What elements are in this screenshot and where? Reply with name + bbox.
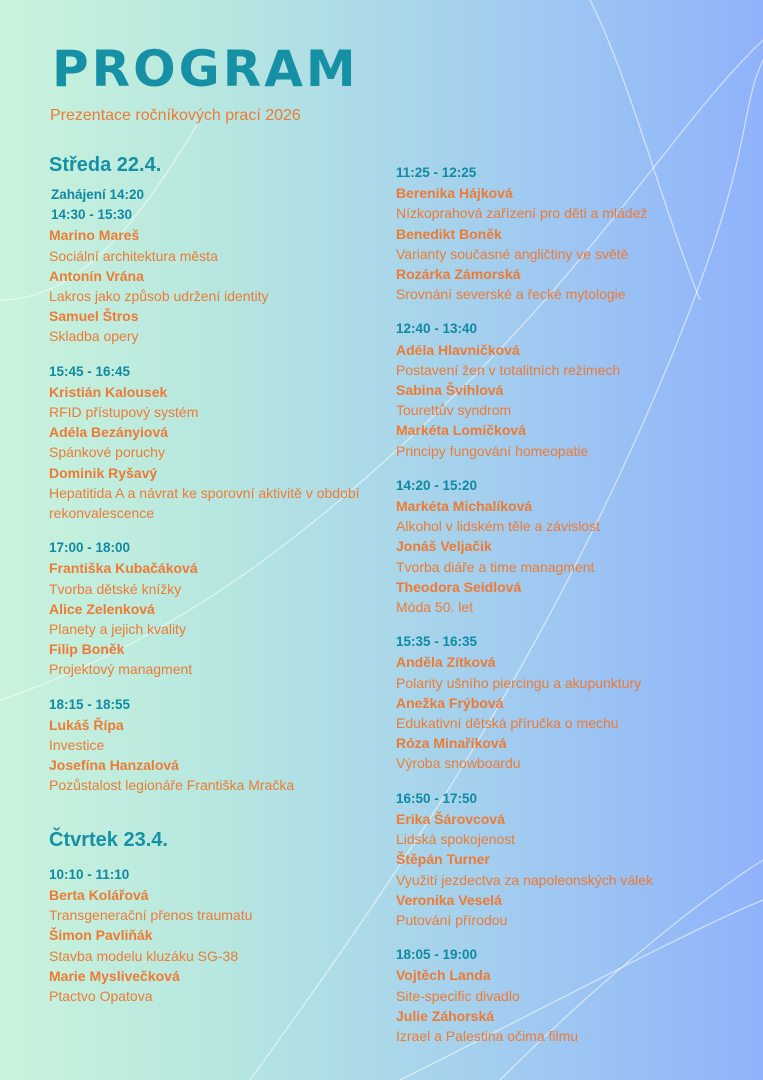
page-title: PROGRAM — [52, 40, 359, 98]
presentation-topic: Lidská spokojenost — [396, 831, 516, 848]
block-time: 15:35 - 16:35 — [396, 634, 478, 650]
presenter-name: Františka Kubačáková — [49, 560, 198, 577]
presentation-topic: Polarity ušního piercingu a akupunktury — [396, 674, 642, 691]
presenter-name: Šimon Pavliňák — [49, 927, 153, 944]
right-column — [396, 163, 736, 1061]
presenter-name: Jonáš Veljačik — [396, 538, 492, 555]
presentation-topic: Sociální architektura města — [49, 247, 218, 264]
presentation-topic: Móda 50. let — [396, 599, 474, 616]
schedule-block — [49, 185, 369, 347]
presentation-topic: RFID přístupový systém — [49, 404, 199, 421]
schedule-block — [396, 632, 736, 773]
presentation-topic: Principy fungování homeopatie — [396, 442, 589, 459]
presentation-topic: Srovnání severské a řecké mytologie — [396, 286, 626, 303]
left-column — [49, 152, 369, 1021]
presenter-name: Antonín Vrána — [49, 267, 144, 284]
presenter-name: Benedikt Boněk — [396, 225, 502, 242]
presenter-name: Adéla Bezányiová — [49, 424, 169, 441]
presentation-topic: Ptactvo Opatova — [49, 987, 153, 1004]
presenter-name: Vojtěch Landa — [396, 967, 491, 984]
presenter-name: Dominik Ryšavý — [49, 464, 158, 481]
day-heading-wednesday: Středa 22.4. — [49, 154, 162, 176]
thursday-section — [49, 827, 369, 1006]
presenter-name: Marie Myslivečková — [49, 967, 180, 984]
block-time: 18:15 - 18:55 — [49, 696, 131, 712]
schedule-block — [396, 319, 736, 460]
block-time: 14:20 - 15:20 — [396, 477, 478, 493]
presentation-topic: Edukativní dětská příručka o mechu — [396, 715, 619, 732]
presentation-topic: Pozůstalost legionáře Františka Mračka — [49, 777, 295, 794]
presentation-topic: Site-specific divadlo — [396, 987, 520, 1004]
block-time: 16:50 - 17:50 — [396, 790, 478, 806]
schedule-block — [49, 865, 369, 1006]
presenter-name: Filip Boněk — [49, 641, 125, 658]
presentation-topic: Transgenerační přenos traumatu — [49, 907, 253, 924]
presentation-topic: Nízkoprahová zařízení pro děti a mládež — [396, 205, 648, 222]
presenter-name: Julie Záhorská — [396, 1007, 495, 1024]
presentation-topic: Postavení žen v totalitních režimech — [396, 361, 621, 378]
presentation-topic: Výroba snowboardu — [396, 755, 521, 772]
presentation-topic: Investice — [49, 737, 105, 754]
schedule-block — [396, 163, 736, 304]
presenter-name: Erika Šárovcová — [396, 810, 505, 827]
presentation-topic: Využití jezdectva za napoleonských válek — [396, 871, 654, 888]
presentation-topic: Tourettův syndrom — [396, 402, 512, 419]
presenter-name: Josefína Hanzalová — [49, 757, 179, 774]
presenter-name: Štěpán Turner — [396, 851, 490, 868]
presentation-topic: Izrael a Palestina očima filmu — [396, 1027, 579, 1044]
presenter-name: Alice Zelenková — [49, 600, 155, 617]
presentation-topic: Hepatitida A a návrat ke sporovní aktivitě v období rekonvalescence — [49, 484, 360, 522]
schedule-block — [49, 695, 369, 796]
schedule-block — [396, 476, 736, 617]
schedule-block — [396, 789, 736, 930]
block-time: 15:45 - 16:45 — [49, 363, 131, 379]
schedule-block — [396, 945, 736, 1046]
presenter-name: Markéta Michalíková — [396, 498, 533, 515]
presentation-topic: Stavba modelu kluzáku SG-38 — [49, 947, 239, 964]
presentation-topic: Tvorba dětské knížky — [49, 580, 182, 597]
presenter-name: Berenika Hájková — [396, 185, 513, 202]
presentation-topic: Alkohol v lidském těle a závislost — [396, 518, 600, 535]
presentation-topic: Spánkové poruchy — [49, 444, 165, 461]
page-subtitle: Prezentace ročníkových prací 2026 — [50, 107, 301, 124]
presenter-name: Anežka Frýbová — [396, 694, 504, 711]
block-time: 14:30 - 15:30 — [51, 207, 133, 223]
opening-time: Zahájení 14:20 — [51, 187, 145, 202]
block-time: 12:40 - 13:40 — [396, 321, 478, 337]
presentation-topic: Projektový managment — [49, 661, 193, 678]
block-time: 18:05 - 19:00 — [396, 947, 478, 963]
schedule-block — [49, 538, 369, 679]
presenter-name: Marino Mareš — [49, 227, 140, 244]
presenter-name: Theodora Seidlová — [396, 578, 522, 595]
day-heading-thursday: Čtvrtek 23.4. — [49, 828, 168, 851]
presenter-name: Lukáš Řípa — [49, 716, 124, 733]
presenter-name: Rozárka Zámorská — [396, 266, 521, 283]
presentation-topic: Planety a jejich kvality — [49, 621, 186, 638]
presentation-topic: Skladba opery — [49, 328, 139, 345]
presentation-topic: Varianty současné angličtiny ve světě — [396, 245, 629, 262]
presentation-topic: Tvorba diáře a time managment — [396, 558, 595, 575]
presentation-topic: Lakros jako způsob udržení identity — [49, 288, 269, 305]
presenter-name: Berta Kolářová — [49, 886, 149, 903]
block-time: 11:25 - 12:25 — [396, 165, 477, 180]
presenter-name: Anděla Zítková — [396, 654, 496, 671]
presenter-name: Markéta Lomičková — [396, 422, 526, 439]
presenter-name: Adéla Hlavničková — [396, 341, 520, 358]
presenter-name: Samuel Štros — [49, 308, 139, 325]
presentation-topic: Putování přírodou — [396, 911, 508, 928]
block-time: 10:10 - 11:10 — [49, 866, 130, 882]
schedule-block — [49, 362, 369, 524]
presenter-name: Róza Minaříková — [396, 735, 507, 752]
presenter-name: Kristián Kalousek — [49, 383, 168, 400]
presenter-name: Sabina Švihlová — [396, 382, 504, 399]
presenter-name: Veronika Veselá — [396, 891, 502, 908]
block-time: 17:00 - 18:00 — [49, 540, 131, 556]
